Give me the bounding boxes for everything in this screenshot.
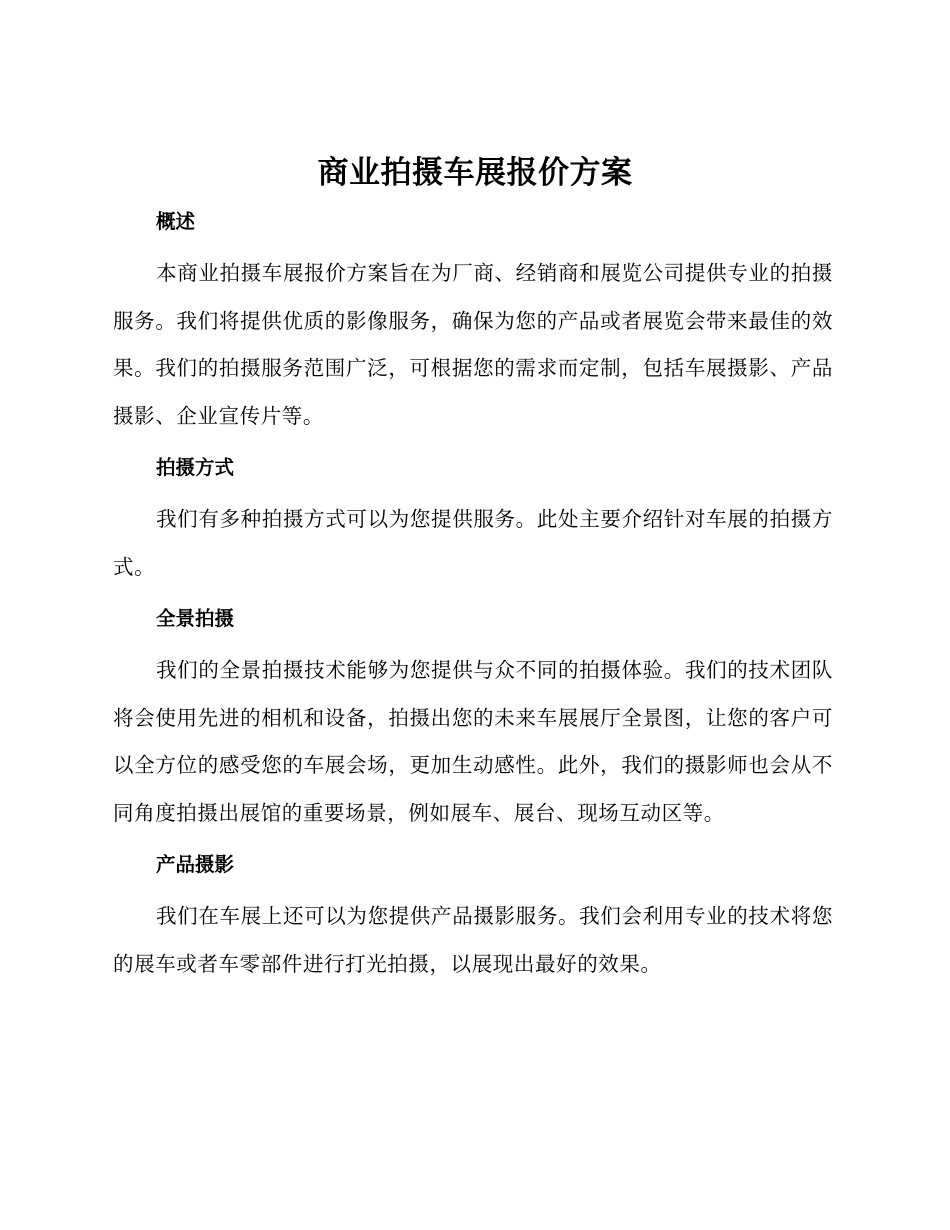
section-panoramic-shooting bbox=[113, 597, 833, 837]
document-title: 商业拍摄车展报价方案 bbox=[317, 155, 633, 191]
section-paragraph: 我们有多种拍摄方式可以为您提供服务。此处主要介绍针对车展的拍摄方式。 bbox=[113, 507, 833, 579]
section-paragraph: 我们在车展上还可以为您提供产品摄影服务。我们会利用专业的技术将您的展车或者车零部件进行打光拍摄，以展现出最好的效果。 bbox=[113, 904, 833, 976]
section-shooting-methods bbox=[113, 446, 833, 591]
section-heading: 全景拍摄 bbox=[156, 607, 235, 630]
section-heading: 产品摄影 bbox=[156, 853, 235, 876]
section-product-photography bbox=[113, 843, 833, 988]
section-paragraph: 我们的全景拍摄技术能够为您提供与众不同的拍摄体验。我们的技术团队将会使用先进的相机和设备，拍摄出您的未来车展展厅全景图，让您的客户可以全方位的感受您的车展会场，更加生动感性。此外，我们的摄影师也会从不同角度拍摄出展馆的重要场景，例如展车、展台、现场互动区等。 bbox=[113, 658, 833, 825]
section-heading: 拍摄方式 bbox=[156, 456, 235, 479]
section-heading: 概述 bbox=[156, 210, 196, 233]
document-body bbox=[113, 200, 833, 988]
section-paragraph: 本商业拍摄车展报价方案旨在为厂商、经销商和展览公司提供专业的拍摄服务。我们将提供优质的影像服务，确保为您的产品或者展览会带来最佳的效果。我们的拍摄服务范围广泛，可根据您的需求而定制，包括车展摄影、产品摄影、企业宣传片等。 bbox=[113, 261, 833, 428]
section-overview bbox=[113, 200, 833, 440]
